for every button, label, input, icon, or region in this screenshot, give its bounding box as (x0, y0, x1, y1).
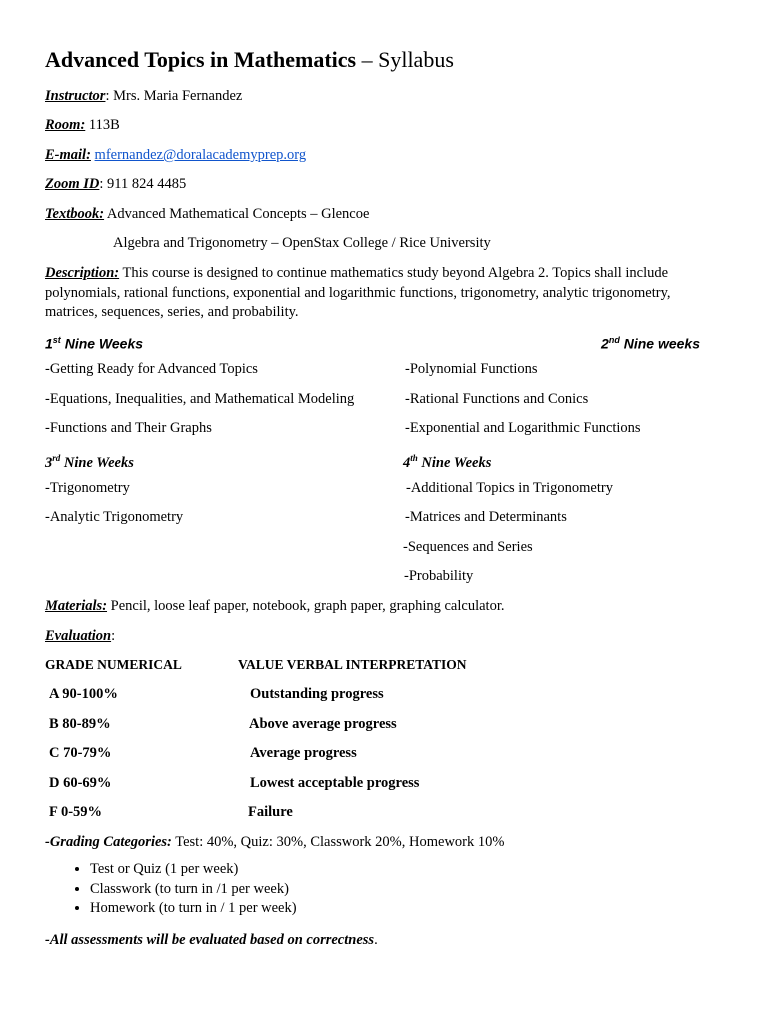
list-item: • Classwork (to turn in /1 per week) (90, 880, 297, 900)
grading-categories-label: -Grading Categories: (45, 834, 172, 850)
textbook-value-1: Advanced Mathematical Concepts – Glencoe (104, 206, 370, 222)
fourth-topic-1: -Additional Topics in Trigonometry (406, 480, 613, 496)
grading-categories-line (45, 833, 504, 851)
email-label: E-mail: (45, 147, 91, 163)
grade-a-meaning: Outstanding progress (250, 686, 384, 702)
grade-a: A 90-100% (49, 686, 118, 702)
evaluation-label: Evaluation (45, 628, 112, 644)
email-line (45, 146, 306, 164)
grade-f: F 0-59% (49, 804, 103, 820)
fourth-topic-2: -Matrices and Determinants (405, 509, 567, 525)
materials-value: Pencil, loose leaf paper, notebook, graph paper, graphing calculator. (107, 598, 505, 614)
fourth-topic-4: -Probability (404, 568, 474, 584)
grade-f-meaning: Failure (248, 804, 293, 820)
description-text: This course is designed to continue mathematics study beyond Algebra 2. Topics shall include polynomials, rational functions, exponential and logarithmic functions, trigonometry, analytic trigonometry, matrices, sequences, series, and probability. (45, 265, 671, 320)
list-item: • Homework (to turn in / 1 per week) (90, 899, 297, 919)
materials-line (45, 597, 504, 615)
grade-numerical-header: GRADE NUMERICAL (45, 657, 182, 672)
evaluation-line: Evaluation: (45, 628, 116, 644)
assessment-list (45, 860, 297, 919)
grade-c-meaning: Average progress (250, 745, 357, 761)
second-nine-weeks-heading: 2nd Nine weeks (601, 335, 700, 352)
room-line (45, 116, 120, 134)
course-description (45, 264, 705, 323)
description-label: Description: (45, 265, 120, 281)
grade-d: D 60-69% (49, 775, 112, 791)
verbal-interpretation-header: VALUE VERBAL INTERPRETATION (238, 657, 467, 672)
fourth-nine-weeks-heading: 4th Nine Weeks (403, 453, 492, 471)
zoom-label: Zoom ID (45, 176, 100, 192)
page-title: Advanced Topics in Mathematics – Syllabus (45, 47, 454, 72)
email-link[interactable]: mfernandez@doralacademyprep.org (94, 147, 307, 163)
instructor-line: Instructor: Mrs. Maria Fernandez (45, 88, 243, 104)
first-nine-weeks-heading: 1st Nine Weeks (45, 335, 144, 352)
zoom-line (45, 175, 186, 193)
instructor-label: Instructor (45, 88, 106, 104)
materials-label: Materials: (45, 598, 108, 614)
first-topic-2: -Equations, Inequalities, and Mathematical Modeling (45, 391, 355, 407)
third-topic-1: -Trigonometry (45, 480, 130, 496)
room-value: 113B (85, 117, 120, 133)
textbook-value-2: Algebra and Trigonometry – OpenStax College / Rice University (113, 235, 491, 251)
instructor-name: Mrs. Maria Fernandez (109, 88, 243, 104)
second-topic-1: -Polynomial Functions (405, 361, 538, 377)
textbook-label: Textbook: (45, 206, 105, 222)
first-topic-1: -Getting Ready for Advanced Topics (45, 361, 258, 377)
assessment-note: -All assessments will be evaluated based on correctness. (45, 932, 378, 948)
room-label: Room: (45, 117, 86, 133)
grade-d-meaning: Lowest acceptable progress (250, 775, 420, 791)
fourth-topic-3: -Sequences and Series (403, 539, 533, 555)
second-topic-2: -Rational Functions and Conics (405, 391, 589, 407)
grade-b: B 80-89% (49, 716, 111, 732)
grade-c: C 70-79% (49, 745, 112, 761)
third-nine-weeks-heading: 3rd Nine Weeks (45, 453, 134, 471)
textbook-line (45, 205, 369, 223)
grade-b-meaning: Above average progress (249, 716, 397, 732)
second-topic-3: -Exponential and Logarithmic Functions (405, 420, 641, 436)
zoom-value: : 911 824 4485 (99, 176, 187, 192)
first-topic-3: -Functions and Their Graphs (45, 420, 212, 436)
grading-categories-value: Test: 40%, Quiz: 30%, Classwork 20%, Homework 10% (171, 834, 505, 850)
list-item: • Test or Quiz (1 per week) (90, 860, 297, 880)
third-topic-2: -Analytic Trigonometry (45, 509, 184, 525)
